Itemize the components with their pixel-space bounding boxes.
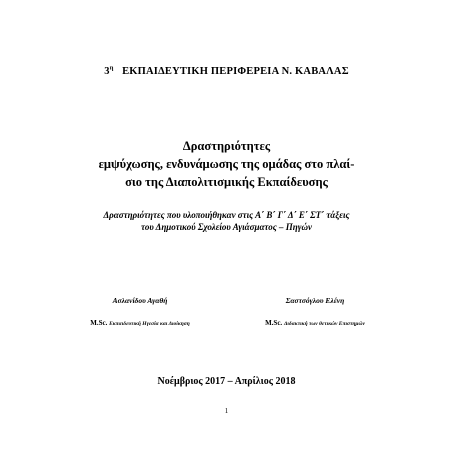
author-2-name: Σαστσόγλου Ελένη [285,296,345,305]
author-2-specialization: Διδακτική των θετικών Επιστημών [283,321,365,327]
header-number: 3 [104,66,110,77]
page-number: 1 [224,407,229,415]
title-line-1: Δραστηριότητες [182,139,271,153]
subtitle-line-1: Δραστηριότητες που υλοποιήθηκαν στις Α΄ Β΄ Γ΄ Δ΄ Ε΄ ΣΤ΄ τάξεις [103,210,350,220]
author-1-degree: M.Sc. [90,319,108,327]
title-line-3: σιο της Διαπολιτισμικής Εκπαίδευσης [125,175,328,189]
subtitle-line-2: του Δημοτικού Σχολείου Αγιάσματος – Πηγών [140,222,312,232]
title-line-2: εμψύχωσης, ενδυνάμωσης της ομάδας στο πλαί- [98,157,355,171]
header-text: ΕΚΠΑΙΔΕΥΤΙΚΗ ΠΕΡΙΦΕΡΕΙΑ Ν. ΚΑΒΑΛΑΣ [122,66,349,77]
author-1-specialization: Εκπαιδευτική Ηγεσία και Διοίκηση [109,321,190,327]
header-number-suffix: η [109,64,114,72]
author-2-degree: M.Sc. [265,319,283,327]
author-2-credentials [225,319,405,327]
date-range: Νοέμβριος 2017 – Απρίλιος 2018 [157,376,296,387]
author-1-credentials [50,319,230,327]
header-region [0,66,453,77]
author-1-name: Ασλανίδου Αγαθή [112,296,168,305]
